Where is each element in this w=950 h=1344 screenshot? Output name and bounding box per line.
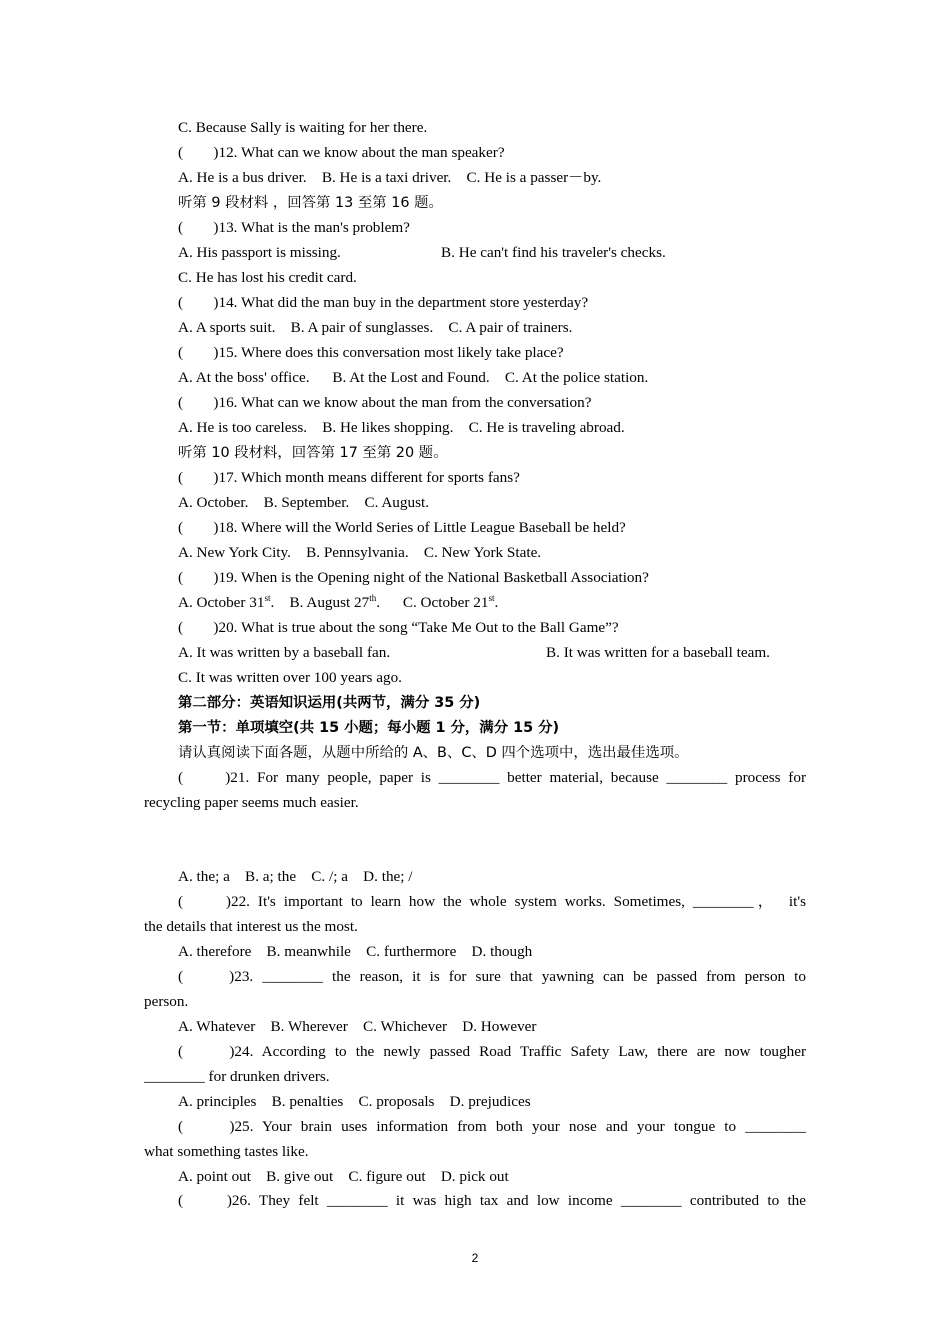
q15-options: A. At the boss' office. B. At the Lost and Found. C. At the police station.: [178, 369, 649, 386]
q13-option-c: C. He has lost his credit card.: [178, 269, 357, 286]
q15-stem: ( )15. Where does this conversation most likely take place?: [178, 344, 564, 361]
q16-stem: ( )16. What can we know about the man from the conversation?: [178, 394, 592, 411]
q24-options: A. principles B. penalties C. proposals D. prejudices: [178, 1093, 531, 1110]
q24-stem: ( )24. According to the newly passed Road Traffic Safety Law, there are now tougher: [178, 1043, 806, 1060]
q20-stem: ( )20. What is true about the song “Take Me Out to the Ball Game”?: [178, 619, 619, 636]
q12-options: A. He is a bus driver. B. He is a taxi driver. C. He is a passer－by.: [178, 169, 602, 186]
q22-stem: ( )22. It's important to learn how the whole system works. Sometimes, ________， it's: [178, 893, 806, 910]
q22-options: A. therefore B. meanwhile C. furthermore D. though: [178, 943, 533, 960]
q17-stem: ( )17. Which month means different for sports fans?: [178, 469, 520, 486]
q13-option-a: A. His passport is missing.: [178, 244, 341, 261]
section-instruction-9: 听第 9 段材料 ，回答第 13 至第 16 题。: [178, 195, 443, 211]
q20-option-b: B. It was written for a baseball team.: [546, 644, 770, 661]
q19-stem: ( )19. When is the Opening night of the National Basketball Association?: [178, 569, 649, 586]
q25-stem: ( )25. Your brain uses information from both your nose and your tongue to ________: [178, 1118, 806, 1135]
q17-options: A. October. B. September. C. August.: [178, 494, 429, 511]
q16-options: A. He is too careless. B. He likes shopping. C. He is traveling abroad.: [178, 419, 625, 436]
q13-option-b: B. He can't find his traveler's checks.: [441, 244, 666, 261]
part-two-heading: 第二部分：英语知识运用(共两节，满分 35 分): [178, 695, 481, 711]
q20-option-a: A. It was written by a baseball fan.: [178, 644, 391, 661]
page-number: 2: [471, 1251, 479, 1265]
q23-options: A. Whatever B. Wherever C. Whichever D. However: [178, 1018, 537, 1035]
q20-option-c: C. It was written over 100 years ago.: [178, 669, 402, 686]
q11-option-c: C. Because Sally is waiting for her there.: [178, 119, 428, 136]
section-one-heading: 第一节：单项填空(共 15 小题；每小题 1 分，满分 15 分): [178, 720, 560, 736]
q14-stem: ( )14. What did the man buy in the department store yesterday?: [178, 294, 589, 311]
q25-options: A. point out B. give out C. figure out D. pick out: [178, 1168, 509, 1185]
q21-options: A. the; a B. a; the C. /; a D. the; /: [178, 868, 413, 885]
q24-stem-cont: ________ for drunken drivers.: [144, 1068, 330, 1085]
q23-stem-cont: person.: [144, 993, 189, 1010]
q26-stem: ( )26. They felt ________ it was high tax and low income ________ contributed to the: [178, 1192, 806, 1209]
section-one-instruction: 请认真阅读下面各题，从题中所给的 A、B、C、D 四个选项中，选出最佳选项。: [178, 745, 689, 761]
q21-stem: ( )21. For many people, paper is ________ better material, because ________ process for: [178, 769, 806, 786]
q14-options: A. A sports suit. B. A pair of sunglasses. C. A pair of trainers.: [178, 319, 573, 336]
q21-stem-cont: recycling paper seems much easier.: [144, 794, 359, 811]
q13-stem: ( )13. What is the man's problem?: [178, 219, 410, 236]
q19-options: A. October 31st. B. August 27th. C. October 21st.: [178, 592, 499, 611]
section-instruction-10: 听第 10 段材料，回答第 17 至第 20 题。: [178, 445, 448, 461]
q23-stem: ( )23. ________ the reason, it is for sure that yawning can be passed from person to: [178, 968, 806, 985]
q22-stem-cont: the details that interest us the most.: [144, 918, 358, 935]
q18-stem: ( )18. Where will the World Series of Little League Baseball be held?: [178, 519, 626, 536]
q25-stem-cont: what something tastes like.: [144, 1143, 309, 1160]
q12-stem: ( )12. What can we know about the man speaker?: [178, 144, 505, 161]
q18-options: A. New York City. B. Pennsylvania. C. New York State.: [178, 544, 542, 561]
